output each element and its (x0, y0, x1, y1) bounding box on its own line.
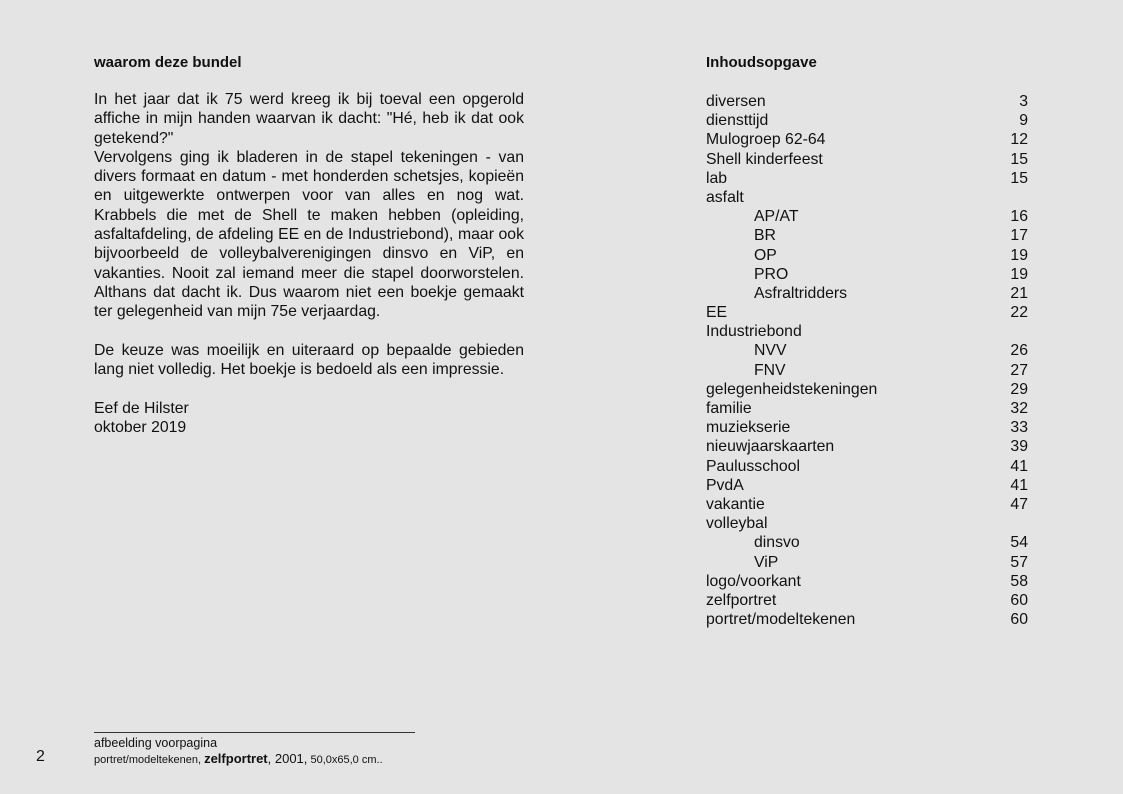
toc-entry (706, 457, 1028, 476)
toc-entry (706, 226, 1028, 245)
toc-entry-label: volleybal (706, 515, 768, 533)
toc-entry-page: 21 (1010, 284, 1028, 302)
toc-entry-label: PRO (754, 265, 789, 283)
toc-entry (706, 150, 1028, 169)
toc-entry-page: 41 (1010, 476, 1028, 494)
toc-entry (706, 111, 1028, 130)
intro-paragraph-1-text: In het jaar dat ik 75 werd kreeg ik bij toeval een opgerold affiche in mijn handen waarvan ik dacht: "Hé, heb ik dat ook getekend?" (94, 91, 524, 147)
credit-title: zelfportret (204, 751, 268, 766)
toc-entry (706, 476, 1028, 495)
toc-entry (706, 207, 1028, 226)
credit-size: 50,0x65,0 cm.. (310, 754, 383, 766)
intro-paragraph-1 (94, 90, 524, 322)
toc-entry-label: diensttijd (706, 112, 769, 130)
toc-entry (706, 514, 1028, 533)
signature (94, 399, 524, 438)
toc-entry-label: muziekserie (706, 419, 791, 437)
toc-entry-page: 15 (1010, 150, 1028, 168)
toc-entry-page: 27 (1010, 361, 1028, 379)
toc-entry-page: 39 (1010, 438, 1028, 456)
toc-entry-label: AP/AT (754, 208, 799, 226)
toc-entry-page: 15 (1010, 169, 1028, 187)
toc-entry (706, 610, 1028, 629)
toc-entry (706, 246, 1028, 265)
toc-entry (706, 303, 1028, 322)
toc-entry-label: PvdA (706, 476, 744, 494)
toc-entry-page: 58 (1010, 572, 1028, 590)
toc-entry-page: 9 (1019, 112, 1028, 130)
toc-entry-label: vakantie (706, 495, 765, 513)
toc-entry (706, 130, 1028, 149)
toc-entry (706, 572, 1028, 591)
toc-entry-label: NVV (754, 342, 787, 360)
toc-entry (706, 169, 1028, 188)
toc-entry-label: OP (754, 246, 777, 264)
toc-entry-label: ViP (754, 553, 779, 571)
toc-entry-label: Asfraltridders (754, 284, 848, 302)
toc-list (706, 92, 1028, 629)
toc-entry-page: 47 (1010, 495, 1028, 513)
toc-entry (706, 399, 1028, 418)
toc-entry-page: 33 (1010, 419, 1028, 437)
toc-entry-label: asfalt (706, 188, 744, 206)
toc-entry-label: Paulusschool (706, 457, 800, 475)
toc-entry-page: 29 (1010, 380, 1028, 398)
toc-entry-page: 57 (1010, 553, 1028, 571)
toc-entry-label: zelfportret (706, 591, 777, 609)
toc-entry-page: 19 (1010, 246, 1028, 264)
credit-year: , 2001, (267, 751, 308, 766)
toc-entry (706, 361, 1028, 380)
toc-entry-page: 32 (1010, 400, 1028, 417)
toc-entry (706, 437, 1028, 456)
toc-entry-page: 54 (1010, 534, 1028, 552)
toc-entry-page: 26 (1010, 342, 1028, 360)
toc-entry-label: familie (706, 400, 752, 417)
toc-entry (706, 341, 1028, 360)
footer-credit (94, 752, 383, 767)
signature-name: Eef de Hilster (94, 399, 189, 417)
table-of-contents (706, 54, 1028, 629)
toc-entry-page: 41 (1010, 457, 1028, 475)
toc-entry-label: gelegenheidstekeningen (706, 380, 878, 398)
toc-entry (706, 380, 1028, 399)
toc-entry-label: FNV (754, 361, 786, 379)
toc-entry (706, 533, 1028, 552)
toc-entry (706, 188, 1028, 207)
toc-entry-label: nieuwjaarskaarten (706, 438, 835, 456)
toc-entry (706, 322, 1028, 341)
toc-entry-label: Shell kinderfeest (706, 150, 823, 168)
intro-text (94, 90, 524, 437)
toc-entry (706, 591, 1028, 610)
toc-entry-label: diversen (706, 93, 766, 110)
toc-heading: Inhoudsopgave (706, 54, 817, 71)
intro-paragraph-2-text: Vervolgens ging ik bladeren in de stapel tekeningen - van divers formaat en datum - met honderden schetsjes, kopieën en uitgewerkte ontwerpen voor van alles en nog wat. Krabbels die met de Shell te maken hebben (opleiding, asfaltafdeling, de afdeling EE en de Industriebond), maar ook bijvoorbeeld de volleybalverenigingen dinsvo en ViP, en vakanties. Nooit zal iemand meer die stapel doorworstelen. Althans dat dacht ik. Dus waarom niet een boekje gemaakt ter gelegenheid van mijn 75e verjaardag. (94, 148, 524, 321)
toc-entry-page: 3 (1019, 93, 1028, 110)
toc-entry-page: 22 (1010, 304, 1028, 322)
toc-entry-label: logo/voorkant (706, 572, 801, 590)
toc-entry-page: 17 (1010, 227, 1028, 245)
toc-entry-page: 60 (1010, 611, 1028, 629)
intro-paragraph-3: De keuze was moeilijk en uiteraard op bepaalde gebieden lang niet volledig. Het boekje is bedoeld als een impressie. (94, 341, 524, 379)
toc-entry (706, 553, 1028, 572)
toc-entry-page: 19 (1010, 265, 1028, 283)
toc-entry-label: BR (754, 227, 776, 245)
toc-entry-page: 12 (1010, 131, 1028, 149)
signature-date: oktober 2019 (94, 419, 187, 437)
toc-entry-label: portret/modeltekenen (706, 611, 856, 629)
intro-heading: waarom deze bundel (94, 54, 242, 71)
footer-divider (94, 732, 415, 733)
footer-caption: afbeelding voorpagina (94, 736, 218, 750)
toc-entry-label: Industriebond (706, 323, 802, 341)
toc-entry (706, 284, 1028, 303)
toc-entry-page: 16 (1010, 208, 1028, 226)
toc-entry-label: EE (706, 304, 728, 322)
toc-entry-label: dinsvo (754, 534, 800, 552)
page-number: 2 (36, 748, 45, 765)
toc-entry (706, 495, 1028, 514)
toc-entry-label: Mulogroep 62-64 (706, 131, 826, 149)
credit-category: portret/modeltekenen, (94, 754, 202, 766)
toc-entry-label: lab (706, 169, 728, 187)
intro-section (94, 54, 524, 437)
toc-entry (706, 265, 1028, 284)
toc-entry (706, 92, 1028, 111)
toc-entry-page: 60 (1010, 591, 1028, 609)
toc-entry (706, 418, 1028, 437)
